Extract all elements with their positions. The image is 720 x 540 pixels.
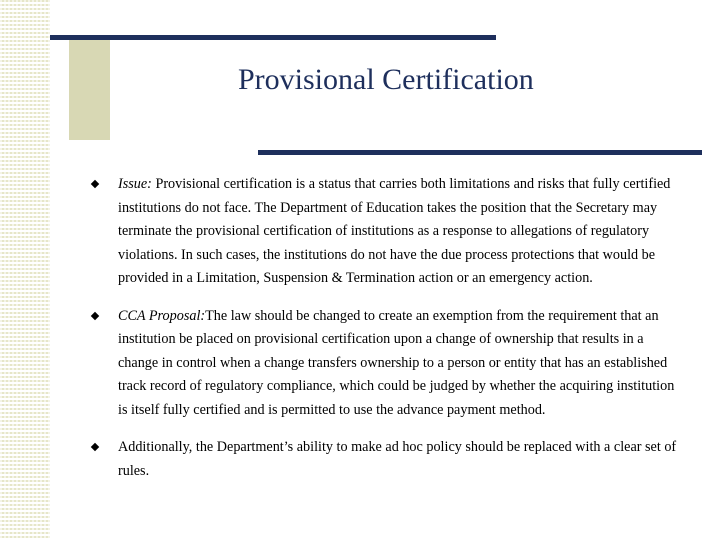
title-top-rule (50, 35, 496, 40)
bullet-label: Issue: (118, 176, 152, 192)
bullet-additionally (92, 436, 682, 483)
bullet-text: Provisional certification is a status that carries both limitations and risks that fully certified institutions do not face. The Department of Education takes the position that the Secretary may terminate the provisional certification of institutions as a response to allegations of regulatory violations. In such cases, the institutions do not have the due process protections that would be provided in a Limitation, Suspension & Termination action or an emergency action. (118, 176, 671, 286)
accent-block-decoration (69, 40, 110, 140)
bullet-text: Additionally, the Department’s ability to make ad hoc policy should be replaced with a clear set of rules. (118, 439, 677, 479)
diamond-bullet-icon (91, 180, 99, 188)
bullet-text: The law should be changed to create an exemption from the requirement that an institution be placed on provisional certification upon a change of ownership that results in a change in control when a change transfers ownership to a person or entity that has an established track record of regulatory compliance, which could be judged by whether the acquiring institution is itself fully certified and is permitted to use the advance payment method. (118, 307, 675, 418)
bullet-cca-proposal (92, 305, 682, 423)
bullet-issue (92, 173, 682, 291)
striped-margin-decoration (0, 0, 50, 540)
diamond-bullet-icon (91, 443, 99, 451)
diamond-bullet-icon (91, 311, 99, 319)
bullet-label: CCA Proposal: (118, 307, 206, 324)
title-bottom-rule (258, 150, 702, 155)
slide-title: Provisional Certification (238, 63, 534, 96)
bullet-list (92, 173, 682, 497)
